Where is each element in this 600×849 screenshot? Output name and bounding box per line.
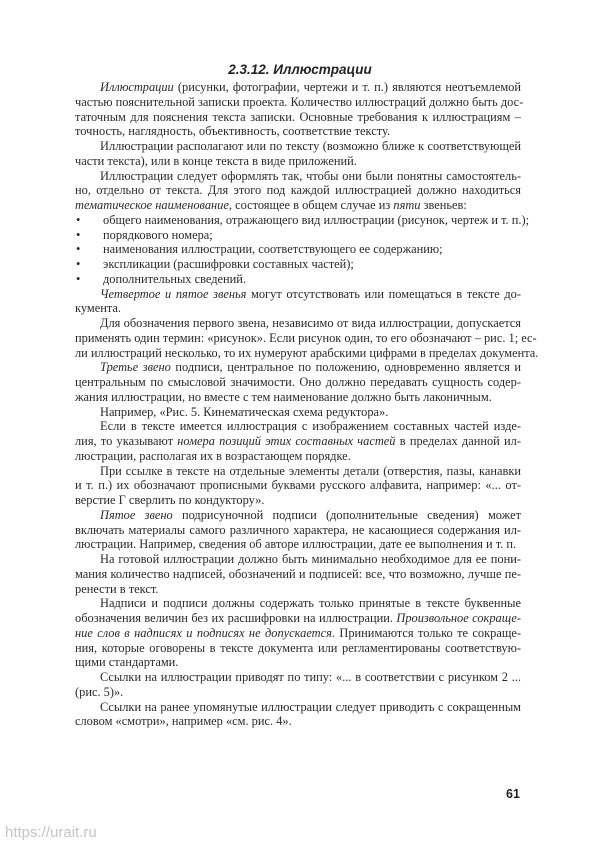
text-line — [75, 434, 521, 449]
italic-term: пяти — [393, 198, 421, 212]
text-segment: подписи, центральное по положению, одновременно является и — [170, 360, 522, 375]
text-line — [75, 552, 521, 567]
text-segment: наименования иллюстрации, соответствующего ее содержанию; — [103, 242, 443, 257]
paragraph — [75, 316, 539, 360]
text-line — [75, 183, 521, 198]
text-line — [75, 537, 521, 552]
paragraph — [75, 360, 521, 404]
text-line — [75, 685, 521, 700]
text-segment: Надписи и подписи должны содержать только принятые в тексте буквенные — [100, 596, 521, 611]
text-line — [75, 169, 521, 184]
text-segment: (рисунки, фотографии, чертежи и т. п.) являются неотъемлемой — [173, 80, 521, 94]
paragraph — [75, 169, 521, 213]
text-segment: Ссылки на ранее упомянутые иллюстрации следует приводить с сокращенным — [100, 699, 521, 714]
italic-term: номера позиций этих составных частей — [177, 434, 396, 448]
text-segment: мания количество надписей, обозначений и подписей: все, что возможно, лучше пе- — [75, 566, 521, 581]
text-line — [75, 700, 521, 715]
text-segment: жания иллюстрации, но вместе с тем наименование должно быть лаконичным. — [75, 389, 492, 404]
text-line — [75, 80, 521, 95]
text-segment: лия, то указывают — [75, 434, 178, 448]
text-line — [75, 670, 521, 685]
text-line — [75, 212, 530, 228]
italic-term: тематическое наименование — [75, 198, 229, 212]
text-line — [75, 272, 521, 287]
text-segment: частью пояснительной записки проекта. Количество иллюстраций должно быть дос- — [75, 94, 524, 109]
text-segment: точность, наглядность, объективность, соответствие тексту. — [75, 124, 391, 139]
text-line — [75, 139, 521, 154]
text-line — [75, 94, 524, 110]
bullet-item — [75, 228, 521, 243]
text-line — [75, 626, 521, 641]
text-segment: Иллюстрации располагают или по тексту (возможно ближе к соответствующей — [100, 139, 521, 153]
text-segment: люстрации. Например, сведения об авторе иллюстрации, дате ее выполнения и т. п. — [75, 537, 517, 552]
text-segment: (рис. 5)». — [75, 684, 124, 699]
text-line — [75, 464, 521, 479]
paragraph — [75, 596, 521, 670]
text-line — [75, 375, 521, 390]
text-line — [75, 449, 521, 464]
text-line — [75, 301, 521, 316]
text-segment: Для обозначения первого звена, независимо от вида иллюстрации, допускается — [100, 316, 521, 330]
text-segment: центральным по смысловой значимости. Оно должно передавать сущность содер- — [75, 375, 521, 389]
text-segment: ния, которые оговорены в тексте документа или регламентированы соответствую- — [75, 640, 521, 655]
text-segment: подрисуночной подписи (дополнительные сведения) может — [172, 507, 521, 522]
text-segment: общего наименования, отражающего вид иллюстрации (рисунок, чертеж и т. п.); — [103, 212, 530, 227]
text-segment: включать материалы самого различного характера, не касающиеся содержания ил- — [75, 522, 521, 537]
text-segment: в пределах данной ил- — [395, 434, 521, 448]
bullet-item — [75, 272, 521, 287]
paragraph — [75, 464, 521, 508]
text-line — [75, 316, 521, 331]
bullet-icon: • — [76, 271, 81, 286]
text-line — [75, 390, 521, 405]
text-line — [75, 508, 521, 523]
italic-term: Четвертое и пятое звенья — [100, 286, 247, 301]
text-line — [75, 523, 521, 538]
bullet-icon: • — [76, 257, 81, 271]
paragraph — [75, 419, 521, 463]
text-segment: таточным для пояснения текста записки. Основные требования к иллюстрациям – — [75, 109, 521, 124]
text-segment: обозначения величин без их расшифровки на иллюстрации. — [75, 611, 397, 625]
text-segment: На готовой иллюстрации должно быть минимально необходимое для ее пони- — [100, 552, 521, 566]
text-segment: , состоящее в общем случае из — [228, 198, 394, 212]
section-title: 2.3.12. Иллюстрации — [228, 62, 372, 77]
paragraph — [75, 80, 524, 139]
document-body — [75, 80, 539, 729]
text-line — [75, 493, 521, 508]
text-line — [75, 419, 521, 434]
text-line — [75, 124, 521, 139]
text-line — [75, 567, 521, 582]
paragraph — [75, 508, 521, 552]
text-line — [75, 582, 521, 597]
text-line — [75, 714, 521, 729]
text-line — [75, 257, 521, 272]
italic-term: Третье звено — [100, 360, 171, 375]
bullet-item — [75, 212, 530, 228]
bullet-icon: • — [76, 227, 81, 242]
text-line — [75, 198, 521, 213]
text-line — [75, 242, 521, 257]
text-line — [75, 228, 521, 243]
text-segment: экспликации (расшифровки составных частей); — [103, 257, 354, 271]
text-segment: кумента. — [75, 301, 122, 316]
text-segment: и т. п.) их обозначают прописными буквами русского алфавита, например: «... от- — [75, 478, 521, 493]
text-segment: но, отдельно от текста. Для этого под каждой иллюстрацией должно находиться — [75, 183, 521, 198]
text-segment: порядкового номера; — [103, 227, 213, 242]
text-segment: люстрации, располагая их в возрастающем порядке. — [75, 448, 351, 463]
italic-term: Иллюстрации — [100, 80, 174, 94]
text-segment: звеньев: — [420, 198, 467, 212]
text-line — [75, 154, 521, 169]
text-line — [75, 478, 521, 493]
italic-term: ние слов в надписях и подписях не допускается — [75, 625, 332, 640]
text-segment: Если в тексте имеется иллюстрация с изображением составных частей изде- — [100, 419, 521, 434]
bullet-item — [75, 242, 521, 257]
bullet-icon: • — [76, 242, 81, 257]
text-line — [75, 596, 521, 611]
text-line — [75, 611, 521, 626]
text-segment: могут отсутствовать или помещаться в тексте до- — [246, 286, 522, 301]
paragraph — [75, 552, 521, 596]
text-segment: ли иллюстраций несколько, то их нумеруют арабскими цифрами в пределах документа. — [75, 345, 539, 360]
text-line — [75, 655, 521, 670]
paragraph — [75, 139, 521, 169]
bullet-item — [75, 257, 521, 272]
text-line — [75, 360, 521, 375]
text-segment: верстие Г сверлить по кондуктору». — [75, 493, 265, 507]
text-line — [75, 405, 521, 420]
text-segment: словом «смотри», например «см. рис. 4». — [75, 714, 292, 729]
text-segment: ренести в текст. — [75, 581, 159, 596]
italic-term: Пятое звено — [100, 507, 173, 522]
text-line — [75, 345, 539, 361]
text-line — [75, 110, 521, 125]
text-segment: дополнительных сведений. — [103, 271, 247, 286]
text-line — [75, 287, 521, 302]
paragraph — [75, 287, 521, 317]
text-segment: Ссылки на иллюстрации приводят по типу: «... в соответствии с рисунком 2 ... — [100, 670, 521, 684]
text-segment: . Принимаются только те сокраще- — [331, 625, 521, 640]
text-segment: Например, «Рис. 5. Кинематическая схема редуктора». — [100, 404, 389, 419]
text-segment: части текста), или в конце текста в виде приложений. — [75, 153, 357, 168]
watermark-url: https://urait.ru — [5, 824, 97, 841]
text-line — [75, 641, 521, 656]
bullet-icon: • — [76, 212, 81, 227]
italic-term: Произвольное сокраще- — [396, 611, 522, 625]
text-segment: применять один термин: «рисунок». Если рисунок один, то его обозначают – рис. 1; ес- — [75, 330, 537, 345]
text-line — [75, 330, 537, 346]
text-segment: При ссылке в тексте на отдельные элементы детали (отверстия, пазы, канавки — [100, 463, 521, 478]
paragraph — [75, 670, 521, 700]
page-number: 61 — [506, 787, 520, 801]
text-segment: щими стандартами. — [75, 655, 179, 670]
paragraph — [75, 405, 521, 420]
text-segment: Иллюстрации следует оформлять так, чтобы они были понятны самостоятель- — [100, 168, 521, 183]
paragraph — [75, 700, 521, 730]
